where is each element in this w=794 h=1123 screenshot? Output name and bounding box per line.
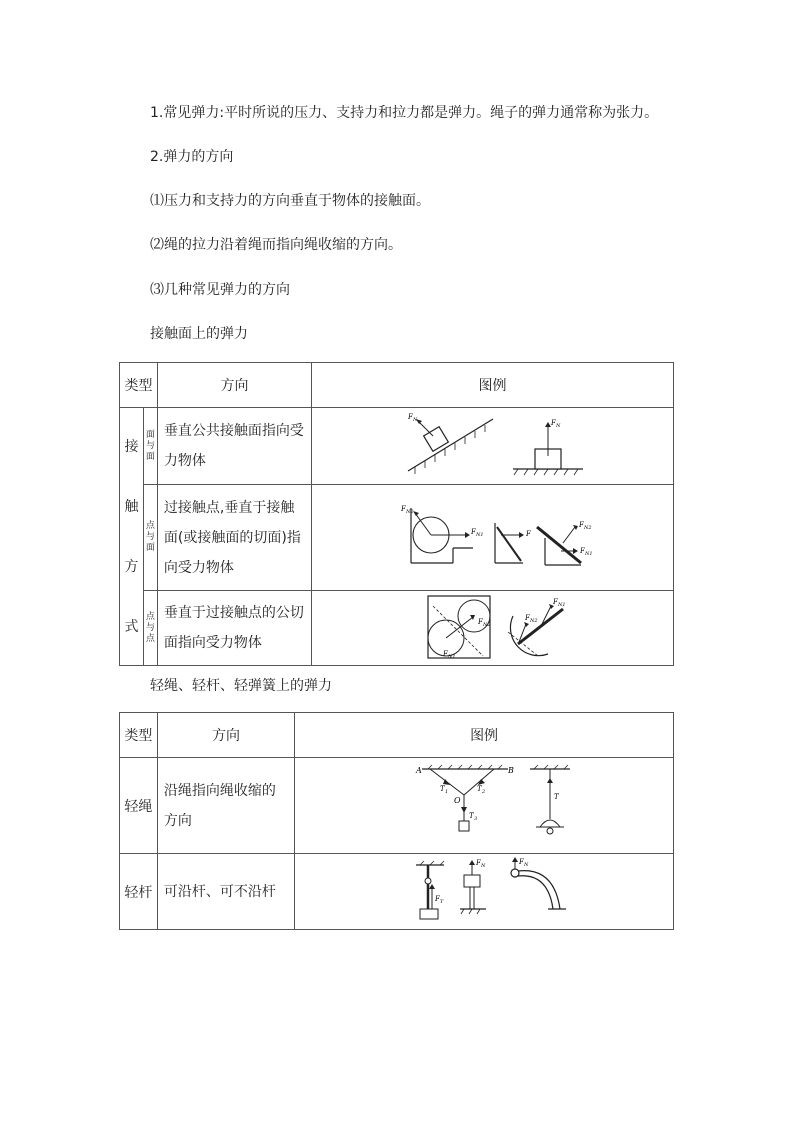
svg-text:N2: N2	[529, 618, 538, 624]
svg-text:F: F	[476, 858, 481, 867]
svg-text:F: F	[407, 413, 413, 421]
svg-text:F: F	[477, 618, 483, 626]
svg-text:N: N	[555, 423, 560, 429]
header-figure: 图例	[295, 713, 674, 758]
svg-text:F: F	[552, 598, 558, 606]
table-row	[120, 408, 674, 485]
rope-tension-diagram	[304, 763, 664, 849]
header-type: 类型	[120, 363, 158, 408]
svg-text:F: F	[400, 504, 406, 513]
figure-point-surface	[312, 485, 674, 591]
sub-type-surface-surface: 面 与 面	[143, 408, 157, 485]
figure-point-point	[312, 591, 674, 666]
svg-text:N1: N1	[447, 654, 456, 660]
svg-text:O: O	[454, 795, 461, 805]
contact-force-table	[119, 362, 674, 666]
incline-and-flat-block-diagram	[323, 411, 663, 481]
two-balls-and-bowl-rod-diagram	[323, 594, 663, 662]
rod-force-diagram	[304, 857, 664, 927]
rope-rod-spring-table	[119, 712, 674, 930]
sub-type-point-point: 点 与 点	[143, 591, 157, 666]
svg-text:F: F	[578, 520, 584, 529]
table-row	[120, 591, 674, 666]
paragraph-4: ⑵绳的拉力沿着绳而指向绳收缩的方向。	[150, 237, 402, 253]
svg-text:B: B	[508, 765, 514, 775]
svg-text:N1: N1	[557, 602, 566, 608]
svg-text:N: N	[412, 417, 417, 423]
svg-text:N2: N2	[583, 524, 592, 531]
header-type: 类型	[120, 713, 158, 758]
svg-text:T: T	[469, 811, 474, 820]
table-header-row	[120, 713, 674, 758]
table-header-row	[120, 363, 674, 408]
svg-text:F: F	[579, 546, 585, 555]
paragraph-3: ⑴压力和支持力的方向垂直于物体的接触面。	[150, 193, 430, 209]
svg-text:T: T	[554, 792, 559, 801]
type-cell: 轻绳	[120, 758, 158, 854]
sub-type-point-surface: 点 与 面	[143, 485, 157, 591]
table-row	[120, 854, 674, 930]
svg-text:F: F	[519, 857, 524, 866]
header-figure: 图例	[312, 363, 674, 408]
svg-text:F: F	[442, 650, 448, 658]
paragraph-2: 2.弹力的方向	[150, 149, 234, 165]
paragraph-5: ⑶几种常见弹力的方向	[150, 282, 290, 298]
section-heading-1: 接触面上的弹力	[150, 326, 248, 342]
table-row	[120, 485, 674, 591]
table-row	[120, 758, 674, 854]
svg-text:2: 2	[482, 788, 486, 795]
svg-text:F: F	[470, 527, 476, 536]
svg-text:F: F	[524, 614, 530, 622]
paragraph-1: 1.常见弹力:平时所说的压力、支持力和拉力都是弹力。绳子的弹力通常称为张力。	[150, 105, 659, 121]
direction-cell: 垂直于过接触点的公切面指向受力物体	[157, 591, 311, 666]
header-direction: 方向	[157, 363, 311, 408]
direction-cell: 沿绳指向绳收缩的方向	[157, 758, 294, 854]
svg-text:N2: N2	[405, 508, 414, 515]
svg-text:N: N	[524, 861, 529, 868]
svg-text:1: 1	[445, 788, 449, 795]
figure-surface-surface	[312, 408, 674, 485]
svg-text:A: A	[416, 765, 422, 775]
svg-text:T: T	[440, 784, 445, 793]
direction-cell: 过接触点,垂直于接触面(或接触面的切面)指向受力物体	[157, 485, 311, 591]
svg-text:F: F	[525, 529, 531, 538]
svg-text:N1: N1	[584, 550, 593, 557]
header-direction: 方向	[157, 713, 294, 758]
section-heading-2: 轻绳、轻杆、轻弹簧上的弹力	[150, 678, 332, 694]
direction-cell: 可沿杆、可不沿杆	[157, 854, 294, 930]
figure-light-rope	[295, 758, 674, 854]
type-cell: 轻杆	[120, 854, 158, 930]
svg-text:T: T	[440, 898, 444, 905]
svg-text:N1: N1	[475, 531, 484, 538]
svg-text:N: N	[481, 862, 486, 869]
svg-text:T: T	[477, 784, 482, 793]
svg-text:N2: N2	[482, 622, 491, 628]
svg-text:F: F	[550, 419, 556, 427]
group-label-contact-mode: 接 触 方 式	[120, 408, 144, 666]
svg-text:F: F	[435, 894, 440, 903]
ball-in-corner-and-rod-diagram	[323, 493, 663, 583]
svg-text:3: 3	[474, 815, 478, 822]
figure-light-rod	[295, 854, 674, 930]
direction-cell: 垂直公共接触面指向受力物体	[157, 408, 311, 485]
